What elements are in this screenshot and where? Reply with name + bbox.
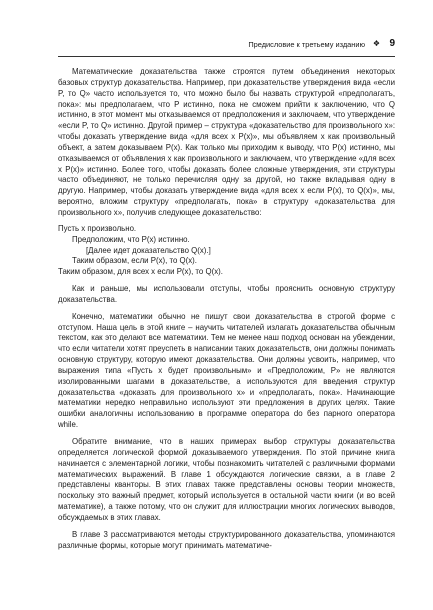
proof-line: [Далее идет доказательство Q(x).] xyxy=(86,245,211,255)
paragraph: Обратите внимание, что в наших примерах выбор структуры доказательства определяется логической формой доказываемого утверждения. По этой причине книга начинается с элементарной логики, чтобы познакомить читателей с различными формами математических выражений. В главе 1 обсуждаются логические связки, а в главе 2 представлены кванторы. В этих главах также представлены основы теории множеств, поскольку это важный предмет, который используется в остальной части книги (и во всей математике), а также потому, что он служит для иллюстрации многих логических выводов, обсуждаемых в этих главах. xyxy=(58,437,395,522)
proof-line: Таким образом, для всех x если P(x), то Q(x). xyxy=(58,267,223,277)
paragraph: Как и раньше, мы использовали отступы, чтобы прояснить основную структуру доказательства. xyxy=(58,284,395,304)
proof-line: Предположим, что P(x) истинно. xyxy=(72,234,190,244)
header-rule xyxy=(58,56,395,57)
paragraph: Математические доказательства также строятся путем объединения некоторых базовых структур доказательства. Например, при доказательстве утверждения вида «если P, то Q» часто используется то, что можно было бы назвать структурой «предполагатъ, пока»: мы предполагаем, что P истинно, пока не сможем прийти к заключению, что Q истинно, в этот момент мы отказываемся от предположения и заключаем, что утверждение «если P, то Q» истинно. Другой пример – структура «доказательство для произвольного x»: чтобы доказать утверждение вида «для всех x P(x)», мы объявляем x как произвольный объект, а затем доказываем P(x). Как только мы приходим к выводу, что P(x) истинно, мы отказываемся от объявления x как произвольного и заключаем, что утверждение «для всех x P(x)» истинно. Более того, чтобы доказать более сложные утверждения, эти структуры часто объединяют, не только перечисляя одну за другой, но также вкладывая одну в другую. Например, чтобы доказать утверждение вида «для всех x если P(x), то Q(x)», мы, вероятно, вложим структуру «предполагать, пока» в структуру «доказательства для произвольного x», получив следующее доказательство: xyxy=(58,67,395,217)
proof-structure xyxy=(58,224,395,278)
body-text xyxy=(58,67,395,551)
running-header xyxy=(58,39,395,53)
paragraph: Конечно, математики обычно не пишут свои доказательства в строгой форме с отступом. Наша цель в этой книге – научить читателей излагать доказательства обычным текстом, как это делают все математики. Тем не менее наш подход основан на убеждении, что если читатели хотят преуспеть в написании таких доказательств, они должны понимать основную структуру, которую имеют доказательства. Они должны усвоить, например, что выражения типа «Пусть x будет произвольным» и «Предположим, P» не являются изолированными шагами в доказательстве, а используются для введения структур доказательства «доказать для произвольного x» и «предполагать, пока». Начинающие математики нередко неправильно используют эти предложения в других целях. Такие ошибки аналогичны использованию в программе оператора do без парного оператора while. xyxy=(58,311,395,430)
proof-line: Таким образом, если P(x), то Q(x). xyxy=(72,256,197,266)
paragraph: В главе 3 рассматриваются методы структурированного доказательства, упоминаются различные формы, которые могут принимать математиче- xyxy=(58,529,395,550)
proof-line: Пусть x произвольно. xyxy=(58,223,137,233)
header-ornament-icon: ❖ xyxy=(372,39,380,48)
header-title: Предисловие к третьему изданию xyxy=(248,40,365,49)
page-number: 9 xyxy=(389,38,395,49)
